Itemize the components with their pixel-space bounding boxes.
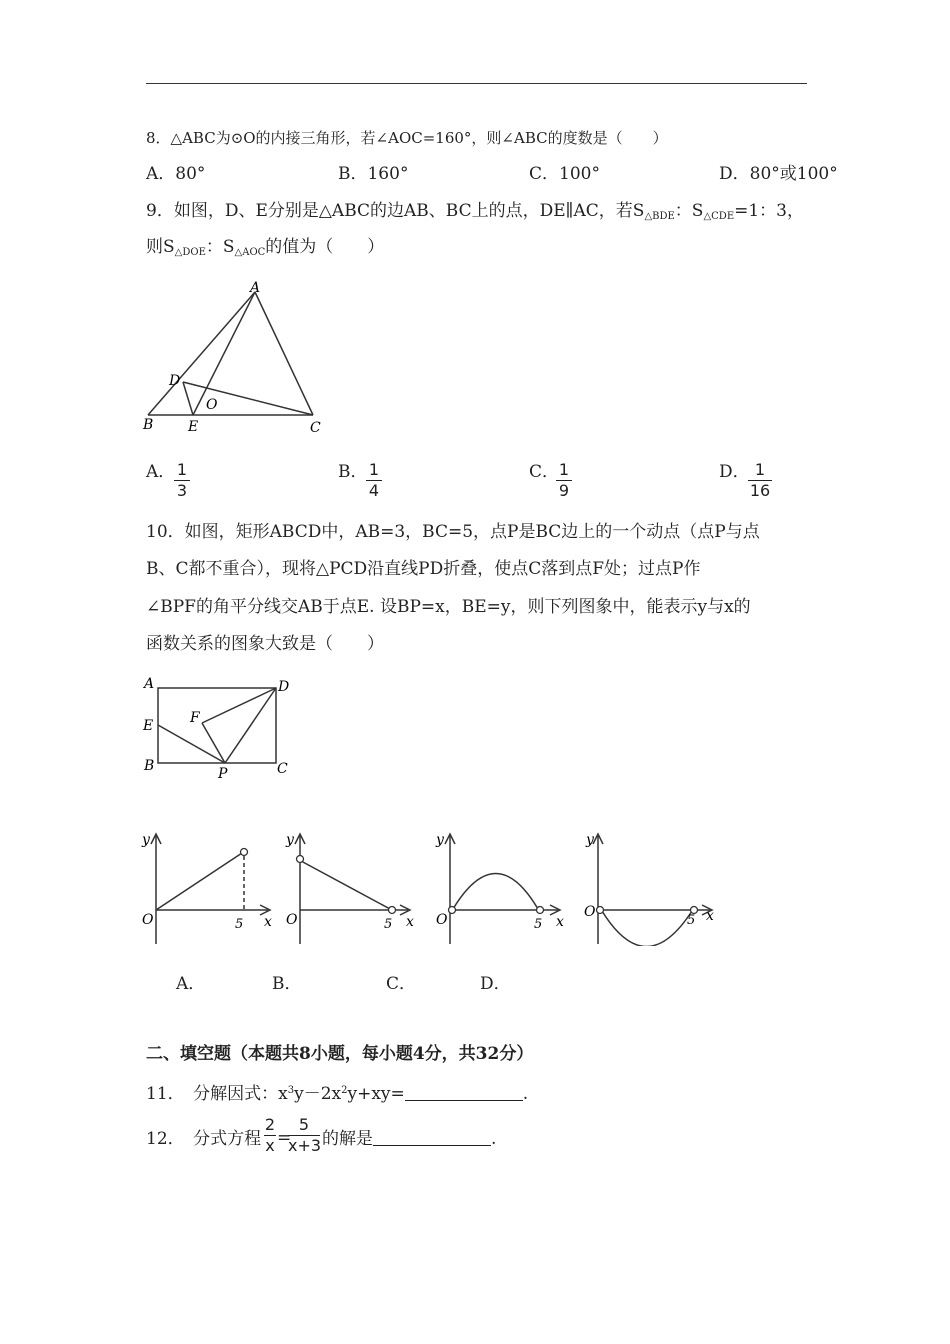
q10-label-a: A	[144, 676, 155, 692]
q10-stem-line2: B、C都不重合），现将△PCD沿直线PD折叠，使点C落到点F处；过点P作	[146, 559, 701, 579]
q9-option-c-fraction	[556, 461, 572, 500]
q9-label-e: E	[188, 419, 199, 435]
q10-label-b: B	[144, 758, 155, 774]
graph-b-five-label: 5	[384, 917, 393, 932]
q10-option-c: C．	[386, 974, 417, 994]
fraction-denominator: x	[265, 1136, 275, 1155]
q12-text: 的解是	[322, 1129, 373, 1149]
graph-d-origin-label: O	[584, 904, 596, 920]
q8-option-a: A．80°	[146, 164, 206, 184]
q11-period: .	[522, 1084, 529, 1104]
fraction-denominator: x+3	[288, 1136, 322, 1155]
fraction-denominator: 9	[558, 481, 570, 500]
q8-option-d: D．80°或100°	[719, 164, 838, 184]
q9-label-a: A	[250, 280, 261, 296]
q11-text: 11． 分解因式：x	[146, 1084, 288, 1104]
q10-label-f: F	[190, 710, 200, 726]
q9-stem-line2	[146, 236, 384, 264]
q9-label-b: B	[143, 417, 154, 433]
q10-graph-d	[582, 828, 722, 946]
q10-stem-line3: ∠BPF的角平分线交AB于点E. 设BP=x，BE=y，则下列图象中，能表示y与x的	[146, 597, 751, 617]
graph-a-x-label: x	[264, 914, 272, 930]
q9-option-d-letter: D．	[719, 462, 750, 482]
q10-option-d: D．	[480, 974, 511, 994]
q10-graph-a	[140, 828, 280, 946]
fraction-denominator: 4	[368, 481, 380, 500]
q9-sub-doe: △DOE	[174, 247, 206, 258]
q9-colon: ：S	[205, 237, 235, 257]
q10-graph-c	[434, 828, 574, 946]
q12-equals: =	[277, 1128, 292, 1148]
q9-ratio: =1：3，	[734, 201, 805, 221]
q9-stem-text: 9．如图，D、E分别是△ABC的边AB、BC上的点，DE∥AC，若S	[146, 201, 645, 221]
q9-triangle-figure	[140, 278, 340, 438]
q12-fraction-1	[264, 1116, 276, 1155]
q8-option-c: C．100°	[529, 164, 600, 184]
q11-text: y－2x	[294, 1084, 342, 1104]
graph-d-x-label: x	[706, 908, 714, 924]
graph-a-five-label: 5	[235, 917, 244, 932]
q9-option-b-fraction	[366, 461, 382, 500]
q10-option-a: A．	[176, 974, 206, 994]
q9-stem-line1	[146, 200, 804, 228]
q11-text: y+xy=	[347, 1084, 405, 1104]
q9-option-d-fraction	[748, 461, 772, 500]
fraction-numerator: 2	[264, 1115, 276, 1134]
fraction-denominator: 3	[176, 481, 188, 500]
q9-label-c: C	[310, 420, 321, 436]
q8-option-b: B．160°	[338, 164, 409, 184]
fraction-numerator: 1	[368, 460, 380, 479]
q9-stem-text: 则S	[146, 237, 175, 257]
q12-answer-blank[interactable]	[373, 1129, 491, 1146]
graph-b-y-label: y	[286, 832, 294, 848]
q9-sub-aoc: △AOC	[234, 247, 266, 258]
q9-option-b-letter: B．	[338, 462, 368, 482]
graph-c-five-label: 5	[534, 917, 543, 932]
q10-graph-b	[284, 828, 424, 946]
q12-fraction-2	[288, 1116, 320, 1155]
q10-rectangle-figure	[140, 672, 300, 784]
q11-exponent: 3	[287, 1085, 295, 1096]
graph-b-x-label: x	[406, 914, 414, 930]
q11-line	[146, 1080, 528, 1105]
graph-d-y-label: y	[586, 832, 594, 848]
graph-d-five-label: 5	[687, 913, 696, 928]
graph-a-origin-label: O	[142, 912, 154, 928]
fraction-numerator: 1	[176, 460, 188, 479]
graph-c-y-label: y	[436, 832, 444, 848]
q9-colon: ：S	[674, 201, 704, 221]
q9-label-o: O	[206, 397, 218, 413]
q10-stem-line1: 10．如图，矩形ABCD中，AB=3，BC=5，点P是BC边上的一个动点（点P与点	[146, 522, 760, 542]
q8-stem: 8．△ABC为⊙O的内接三角形，若∠AOC=160°，则∠ABC的度数是（ ）	[146, 129, 668, 147]
q10-label-c: C	[277, 761, 288, 777]
q10-label-p: P	[218, 766, 228, 782]
q12-tail	[322, 1128, 496, 1150]
q9-sub-bde: △BDE	[644, 211, 675, 222]
q12-period: .	[491, 1129, 497, 1149]
graph-c-x-label: x	[556, 914, 564, 930]
section-heading: 二、填空题（本题共8小题，每小题4分，共32分）	[146, 1044, 534, 1064]
q11-answer-blank[interactable]	[405, 1084, 523, 1101]
q10-label-d: D	[278, 679, 290, 695]
q11-exponent: 2	[341, 1085, 348, 1096]
graph-b-origin-label: O	[286, 912, 298, 928]
q10-stem-line4: 函数关系的图象大致是（ ）	[146, 634, 384, 654]
q9-option-c-letter: C．	[529, 462, 560, 482]
q9-label-d: D	[169, 373, 181, 389]
graph-c-origin-label: O	[436, 912, 448, 928]
header-rule	[146, 83, 807, 84]
q10-option-b: B．	[272, 974, 302, 994]
fraction-numerator: 1	[558, 460, 570, 479]
q9-option-a-fraction	[174, 461, 190, 500]
q12-label: 12． 分式方程	[146, 1129, 262, 1149]
graph-a-y-label: y	[142, 832, 150, 848]
q9-option-a-letter: A．	[146, 462, 176, 482]
q10-label-e: E	[143, 718, 154, 734]
fraction-denominator: 16	[749, 481, 771, 500]
fraction-numerator: 5	[298, 1115, 310, 1134]
q9-stem-end: 的值为（ ）	[265, 237, 385, 257]
q9-sub-cde: △CDE	[703, 211, 735, 222]
fraction-numerator: 1	[754, 460, 766, 479]
